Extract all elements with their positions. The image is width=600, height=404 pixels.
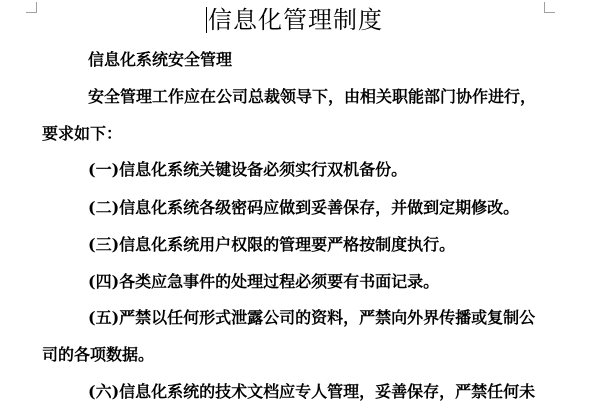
section-heading: 信息化系统安全管理 [88, 50, 233, 69]
margin-corner-mark-right [544, 2, 555, 13]
list-item-3: (三)信息化系统用户权限的管理要严格按制度执行。 [88, 235, 456, 254]
list-item-5: (五)严禁以任何形式泄露公司的资料，严禁向外界传播或复制公 [88, 308, 536, 327]
list-item-2: (二)信息化系统各级密码应做到妥善保存，并做到定期修改。 [88, 198, 520, 217]
list-item-1: (一)信息化系统关键设备必须实行双机备份。 [88, 160, 408, 179]
list-item-6: (六)信息化系统的技术文档应专人管理，妥善保存，严禁任何未 [88, 382, 536, 401]
document-title-text: 信息化管理制度 [208, 6, 383, 34]
list-item-5-continued: 司的各项数据。 [42, 345, 155, 364]
intro-line-2: 要求如下： [42, 124, 123, 143]
text-cursor [206, 7, 207, 33]
document-title[interactable] [206, 4, 396, 36]
list-item-4: (四)各类应急事件的处理过程必须要有书面记录。 [88, 272, 440, 291]
margin-corner-mark-left [26, 2, 37, 13]
intro-line-1: 安全管理工作应在公司总裁领导下，由相关职能部门协作进行， [88, 87, 537, 106]
